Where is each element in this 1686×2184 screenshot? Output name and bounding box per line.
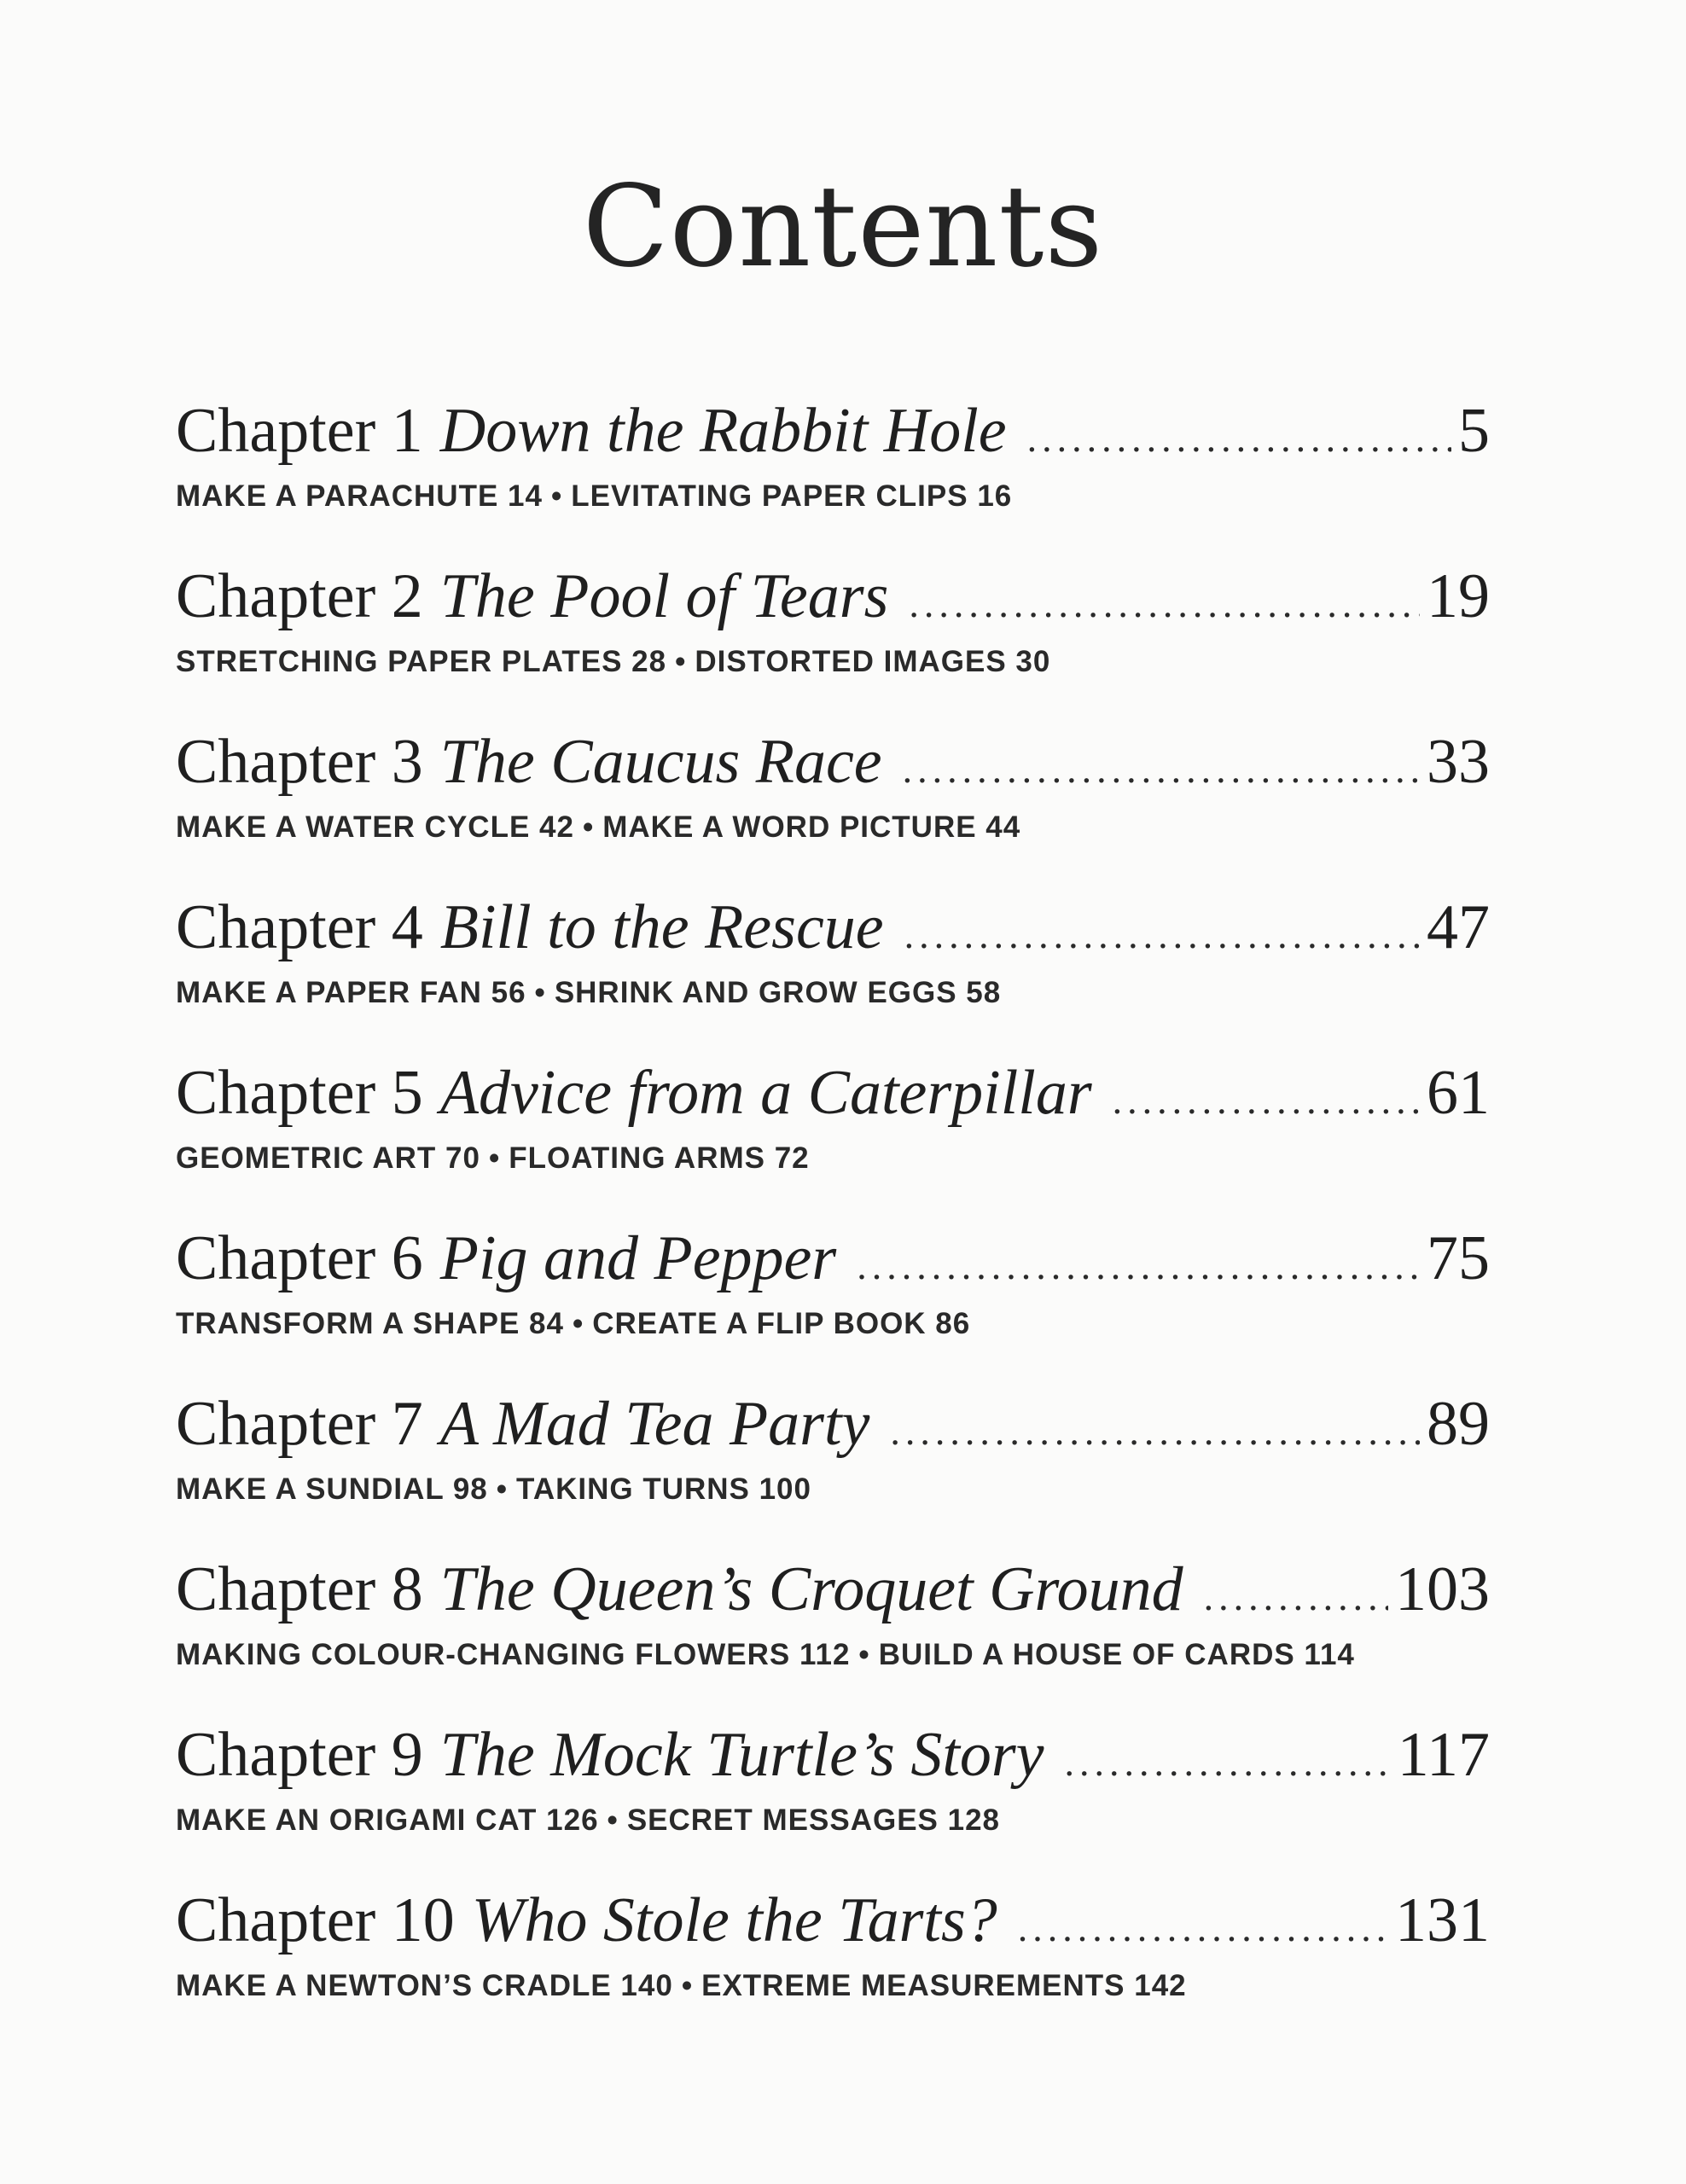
chapter-activities (176, 1969, 1490, 2003)
chapter-number: Chapter 8 (176, 1554, 423, 1624)
toc-entry (176, 1056, 1490, 1222)
chapter-number: Chapter 6 (176, 1223, 423, 1293)
toc-entry (176, 1222, 1490, 1387)
activity-item: SHRINK AND GROW EGGS 58 (554, 976, 1002, 1009)
chapter-heading (176, 1884, 1490, 1957)
chapter-number: Chapter 7 (176, 1389, 423, 1459)
chapter-page-number: 117 (1397, 1720, 1490, 1790)
bullet-separator: • (534, 976, 546, 1009)
chapter-number: Chapter 4 (176, 892, 423, 962)
dot-leader (903, 733, 1420, 799)
chapter-page-number: 103 (1395, 1554, 1490, 1624)
chapter-heading (176, 891, 1490, 964)
bullet-separator: • (550, 479, 563, 513)
chapter-number: Chapter 10 (176, 1885, 455, 1955)
chapter-page-number: 61 (1427, 1058, 1490, 1128)
chapter-title: Who Stole the Tarts? (471, 1885, 997, 1955)
toc-entry (176, 725, 1490, 891)
chapter-page-number: 75 (1427, 1223, 1490, 1293)
activity-item: BUILD A HOUSE OF CARDS 114 (878, 1638, 1355, 1671)
chapter-page-number: 19 (1427, 561, 1490, 631)
activity-item: MAKE A NEWTON’S CRADLE 140 (176, 1969, 673, 2002)
chapter-heading (176, 1222, 1490, 1295)
chapter-page-number: 89 (1427, 1389, 1490, 1459)
chapter-heading (176, 725, 1490, 799)
activity-item: MAKE A SUNDIAL 98 (176, 1472, 488, 1506)
activity-item: EXTREME MEASUREMENTS 142 (701, 1969, 1187, 2002)
dot-leader (1204, 1560, 1388, 1626)
chapter-heading (176, 1718, 1490, 1792)
toc-entry (176, 891, 1490, 1056)
chapter-page-number: 5 (1458, 396, 1490, 466)
bullet-separator: • (572, 1307, 584, 1340)
activity-item: CREATE A FLIP BOOK 86 (592, 1307, 971, 1340)
chapter-activities (176, 1638, 1490, 1672)
bullet-separator: • (488, 1141, 501, 1175)
chapter-title: The Mock Turtle’s Story (439, 1720, 1044, 1790)
chapter-title: Bill to the Rescue (439, 892, 884, 962)
dot-leader (1018, 1891, 1388, 1957)
activity-item: MAKE A WORD PICTURE 44 (602, 810, 1021, 844)
chapter-activities (176, 1804, 1490, 1838)
activity-item: SECRET MESSAGES 128 (626, 1804, 1001, 1837)
bullet-separator: • (582, 810, 595, 844)
chapter-number: Chapter 2 (176, 561, 423, 631)
chapter-activities (176, 976, 1490, 1010)
dot-leader (1065, 1726, 1391, 1792)
chapter-number: Chapter 1 (176, 396, 423, 466)
toc-entry (176, 394, 1490, 560)
chapter-page-number: 33 (1427, 727, 1490, 797)
activity-item: LEVITATING PAPER CLIPS 16 (571, 479, 1013, 513)
bullet-separator: • (675, 645, 687, 678)
activity-item: MAKE A PAPER FAN 56 (176, 976, 526, 1009)
chapter-page-number: 131 (1395, 1885, 1490, 1955)
chapter-number: Chapter 9 (176, 1720, 423, 1790)
bullet-separator: • (681, 1969, 694, 2002)
chapter-title: The Queen’s Croquet Ground (439, 1554, 1183, 1624)
chapter-activities (176, 810, 1490, 845)
dot-leader (857, 1229, 1420, 1295)
activity-item: MAKE AN ORIGAMI CAT 126 (176, 1804, 599, 1837)
toc-entry (176, 1387, 1490, 1553)
chapter-heading (176, 394, 1490, 468)
chapter-page-number: 47 (1427, 892, 1490, 962)
chapter-title: Pig and Pepper (439, 1223, 837, 1293)
chapter-title: Down the Rabbit Hole (439, 396, 1007, 466)
bullet-separator: • (496, 1472, 509, 1506)
dot-leader (1113, 1064, 1420, 1130)
bullet-separator: • (607, 1804, 619, 1837)
activity-item: GEOMETRIC ART 70 (176, 1141, 480, 1175)
chapter-number: Chapter 3 (176, 727, 423, 797)
table-of-contents (176, 394, 1490, 2049)
chapter-activities (176, 1307, 1490, 1341)
chapter-activities (176, 479, 1490, 514)
chapter-activities (176, 645, 1490, 679)
activity-item: STRETCHING PAPER PLATES 28 (176, 645, 667, 678)
dot-leader (904, 898, 1420, 964)
chapter-heading (176, 1387, 1490, 1461)
activity-item: FLOATING ARMS 72 (509, 1141, 810, 1175)
chapter-activities (176, 1141, 1490, 1176)
toc-entry (176, 1553, 1490, 1718)
bullet-separator: • (858, 1638, 870, 1671)
toc-entry (176, 560, 1490, 725)
page-title: Contents (582, 161, 1104, 293)
dot-leader (890, 1395, 1420, 1461)
toc-entry (176, 1718, 1490, 1884)
toc-entry (176, 1884, 1490, 2049)
chapter-heading (176, 1056, 1490, 1130)
chapter-title: Advice from a Caterpillar (439, 1058, 1092, 1128)
activity-item: TRANSFORM A SHAPE 84 (176, 1307, 564, 1340)
chapter-activities (176, 1472, 1490, 1507)
chapter-heading (176, 1553, 1490, 1626)
activity-item: MAKE A WATER CYCLE 42 (176, 810, 574, 844)
chapter-number: Chapter 5 (176, 1058, 423, 1128)
dot-leader (1027, 402, 1451, 468)
activity-item: MAKING COLOUR-CHANGING FLOWERS 112 (176, 1638, 851, 1671)
chapter-heading (176, 560, 1490, 633)
activity-item: TAKING TURNS 100 (516, 1472, 811, 1506)
chapter-title: The Caucus Race (439, 727, 882, 797)
activity-item: MAKE A PARACHUTE 14 (176, 479, 543, 513)
chapter-title: A Mad Tea Party (439, 1389, 870, 1459)
activity-item: DISTORTED IMAGES 30 (695, 645, 1051, 678)
dot-leader (909, 567, 1420, 633)
chapter-title: The Pool of Tears (439, 561, 889, 631)
